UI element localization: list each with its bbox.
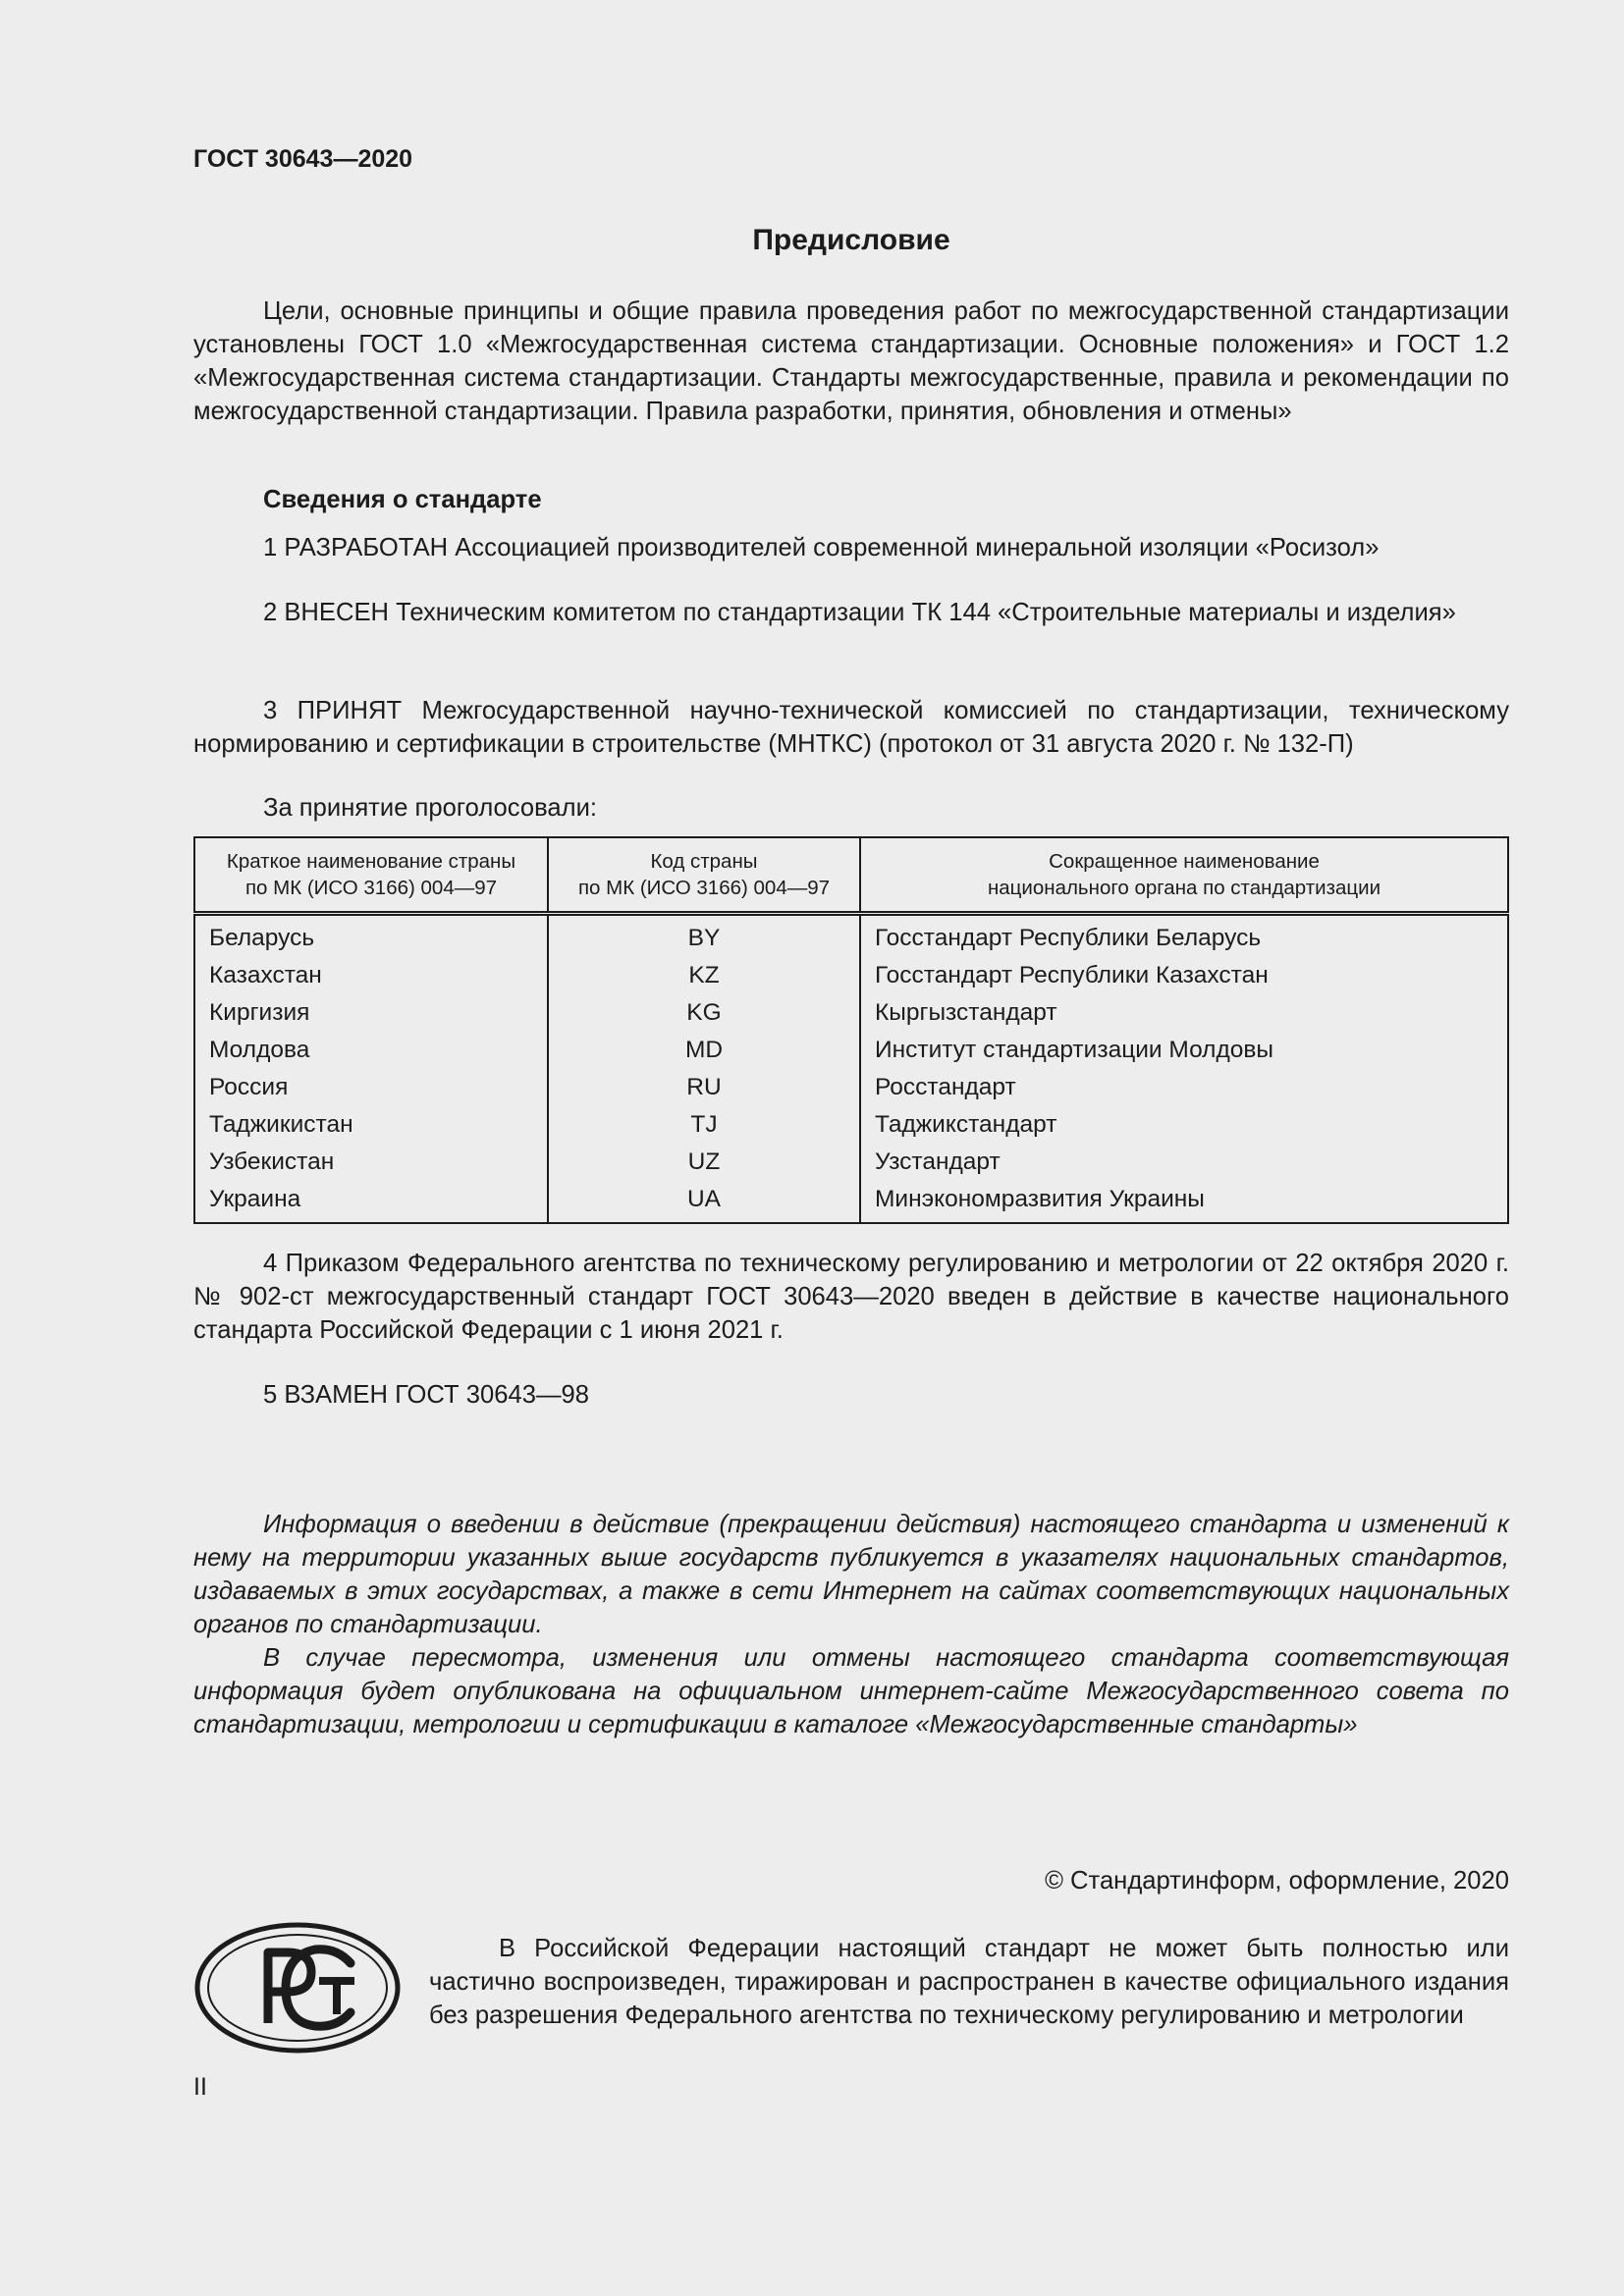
item-adopted: 3 ПРИНЯТ Межгосударственной научно-технической комиссией по стандартизации, техническому нормированию и сертификации в строительстве (МНТКС) (протокол от 31 августа 2020 г. № 132-П) bbox=[193, 697, 1509, 758]
header-line: по МК (ИСО 3166) 004—97 bbox=[244, 877, 498, 899]
item-developed: 1 РАЗРАБОТАН Ассоциацией производителей современной минеральной изоляции «Росизол» bbox=[263, 534, 1380, 561]
country-name-cell: Украина bbox=[194, 1181, 548, 1223]
standards-body-cell: Госстандарт Республики Казахстан bbox=[860, 957, 1508, 994]
table-row bbox=[194, 1032, 1508, 1069]
standards-body-cell: Кыргызстандарт bbox=[860, 994, 1508, 1032]
header-country-code bbox=[548, 837, 860, 914]
item-enacted: 4 Приказом Федерального агентства по техническому регулированию и метрологии от 22 октября 2020 г. № 902-ст межгосударственный стандарт ГОСТ 30643—2020 введен в действие в качестве национального стандарта Российской Федерации с 1 июня 2021 г. bbox=[193, 1250, 1509, 1344]
country-code-cell: BY bbox=[548, 914, 860, 958]
header-line: национального органа по стандартизации bbox=[987, 877, 1381, 899]
country-name-cell: Казахстан bbox=[194, 957, 548, 994]
standards-body-cell: Минэкономразвития Украины bbox=[860, 1181, 1508, 1223]
country-code-cell: MD bbox=[548, 1032, 860, 1069]
table-row bbox=[194, 1106, 1508, 1144]
page-title: Предисловие bbox=[752, 224, 950, 256]
item-submitted: 2 ВНЕСЕН Техническим комитетом по стандартизации ТК 144 «Строительные материалы и изделия» bbox=[263, 599, 1456, 626]
table-row bbox=[194, 994, 1508, 1032]
country-code-cell: UA bbox=[548, 1181, 860, 1223]
voted-intro: За принятие проголосовали: bbox=[263, 794, 597, 822]
country-name-cell: Россия bbox=[194, 1069, 548, 1106]
table-header-row bbox=[194, 837, 1508, 914]
rst-logo-icon bbox=[193, 1920, 402, 2056]
voting-countries-table bbox=[193, 836, 1509, 1224]
table-row bbox=[194, 1181, 1508, 1223]
header-line: по МК (ИСО 3166) 004—97 bbox=[577, 877, 831, 899]
table-row bbox=[194, 1144, 1508, 1181]
header-standards-body bbox=[860, 837, 1508, 914]
note-info: Информация о введении в действие (прекращении действия) настоящего стандарта и изменений к нему на территории указанных выше государств публикуется в указателях национальных стандартов, издаваемых в этих государствах, а также в сети Интернет на сайтах соответствующих национальных органов по стандартизации. bbox=[193, 1511, 1509, 1638]
header-line: Код страны bbox=[650, 850, 758, 873]
copyright-line: © Стандартинформ, оформление, 2020 bbox=[1045, 1867, 1509, 1895]
note-revision: В случае пересмотра, изменения или отмены настоящего стандарта соответствующая информация будет опубликована на официальном интернет-сайте Межгосударственного совета по стандартизации, метрологии и сертификации в каталоге «Межгосударственные стандарты» bbox=[193, 1644, 1509, 1738]
reproduction-notice: В Российской Федерации настоящий стандарт не может быть полностью или частично воспроизведен, тиражирован и распространен в качестве официального издания без разрешения Федерального агентства по техническому регулированию и метрологии bbox=[429, 1935, 1509, 2029]
country-code-cell: RU bbox=[548, 1069, 860, 1106]
intro-paragraph: Цели, основные принципы и общие правила проведения работ по межгосударственной стандартизации установлены ГОСТ 1.0 «Межгосударственная система стандартизации. Основные положения» и ГОСТ 1.2 «Межгосударственная система стандартизации. Стандарты межгосударственные, правила и рекомендации по межгосударственной стандартизации. Правила разработки, принятия, обновления и отмены» bbox=[193, 297, 1509, 425]
standards-body-cell: Институт стандартизации Молдовы bbox=[860, 1032, 1508, 1069]
country-code-cell: KG bbox=[548, 994, 860, 1032]
country-name-cell: Молдова bbox=[194, 1032, 548, 1069]
country-code-cell: UZ bbox=[548, 1144, 860, 1181]
header-line: Сокращенное наименование bbox=[1049, 850, 1320, 873]
header-country-name bbox=[194, 837, 548, 914]
standards-body-cell: Узстандарт bbox=[860, 1144, 1508, 1181]
standards-body-cell: Госстандарт Республики Беларусь bbox=[860, 914, 1508, 958]
document-code: ГОСТ 30643—2020 bbox=[193, 145, 413, 173]
page-number: II bbox=[193, 2073, 207, 2101]
standards-body-cell: Таджикстандарт bbox=[860, 1106, 1508, 1144]
country-name-cell: Беларусь bbox=[194, 914, 548, 958]
table-row bbox=[194, 914, 1508, 958]
country-code-cell: KZ bbox=[548, 957, 860, 994]
standards-body-cell: Росстандарт bbox=[860, 1069, 1508, 1106]
table-row bbox=[194, 957, 1508, 994]
country-name-cell: Таджикистан bbox=[194, 1106, 548, 1144]
country-name-cell: Киргизия bbox=[194, 994, 548, 1032]
info-heading: Сведения о стандарте bbox=[263, 486, 542, 513]
country-name-cell: Узбекистан bbox=[194, 1144, 548, 1181]
item-replaces: 5 ВЗАМЕН ГОСТ 30643—98 bbox=[263, 1381, 590, 1409]
header-line: Краткое наименование страны bbox=[226, 850, 516, 873]
country-code-cell: TJ bbox=[548, 1106, 860, 1144]
table-row bbox=[194, 1069, 1508, 1106]
